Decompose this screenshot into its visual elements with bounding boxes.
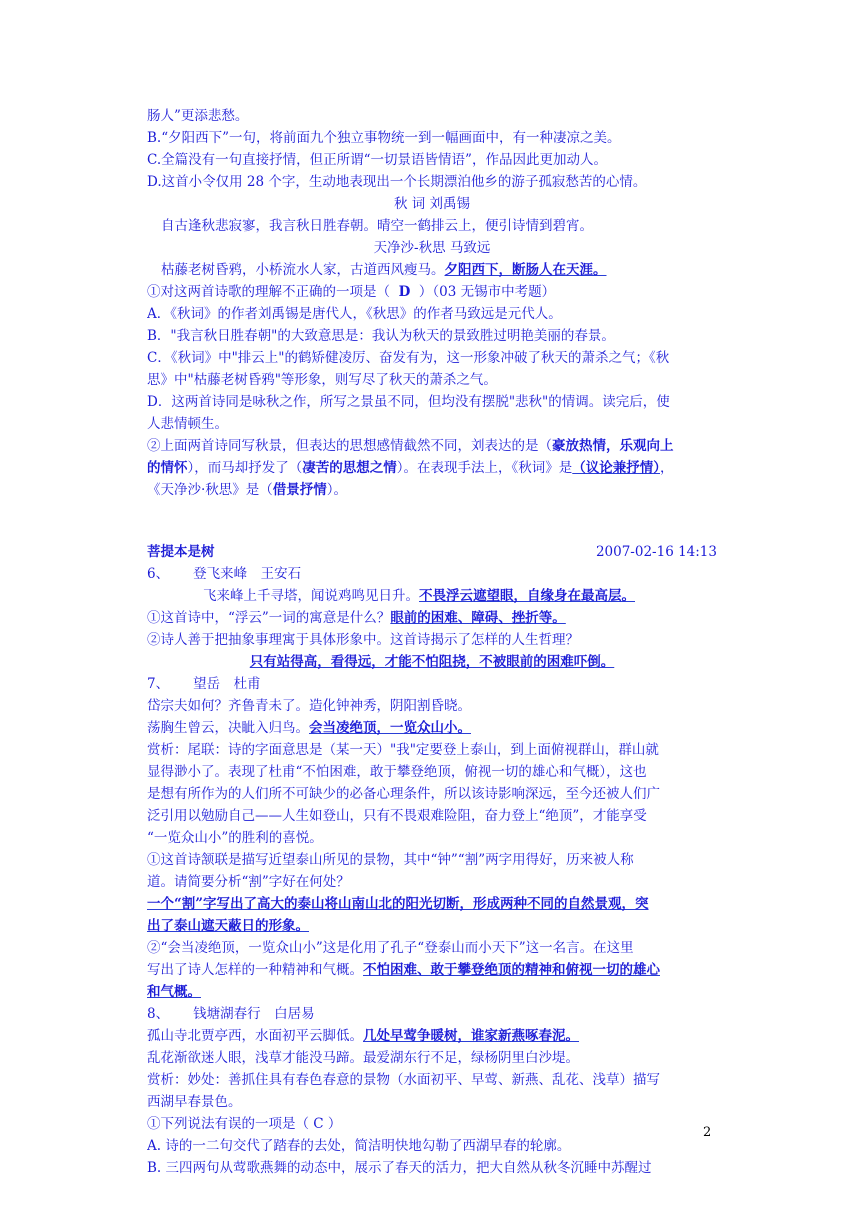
analysis-line: 西湖早春景色。 [147, 1094, 242, 1110]
answer-text: 不畏浮云遮望眼，自缘身在最高层。 [419, 588, 635, 604]
answer-text: 不怕困难、敢于攀登绝顶的精神和俯视一切的雄心 [363, 962, 660, 978]
answer-line [147, 893, 717, 915]
answer-text: 只有站得高，看得远，才能不怕阻挠，不被眼前的困难吓倒。 [249, 654, 615, 670]
answer-text: 几处早莺争暖树，谁家新燕啄春泥。 [363, 1028, 579, 1044]
question-line: ①这首诗颔联是描写近望泰山所见的景物，其中“钟”“割”两字用得好，历来被人称 [147, 852, 634, 868]
answer-text: 出了泰山遮天蔽日的形象。 [147, 918, 309, 934]
option-line: 人悲情顿生。 [147, 416, 228, 432]
poem-line: 孤山寺北贾亭西，水面初平云脚低。几处早莺争暖树，谁家新燕啄春泥。 [147, 1028, 579, 1044]
question-line: ①这首诗中，“浮云”一词的寓意是什么？眼前的困难、障碍、挫折等。 [147, 610, 566, 626]
section-heading: 6、 登飞来峰 王安石 [147, 566, 302, 582]
analysis-line: “一览众山小”的胜利的喜悦。 [147, 830, 323, 846]
poem-title-qiuci: 秋 词 刘禹锡 [393, 196, 471, 212]
question-line: 写出了诗人怎样的一种精神和气概。不怕困难、敢于攀登绝顶的精神和俯视一切的雄心 [147, 962, 660, 978]
answer-text: （议论兼抒情） [572, 460, 660, 476]
text-line: C.全篇没有一句直接抒情，但正所谓“一切景语皆情语”，作品因此更加动人。 [147, 152, 607, 168]
blog-title: 菩提本是树 [147, 544, 215, 560]
answer-line [147, 651, 717, 673]
analysis-line: 显得渺小了。表现了杜甫“不怕困难，敢于攀登绝顶，俯视一切的雄心和气概），这也 [147, 764, 647, 780]
answer-text: 豪放热情，乐观向上 [552, 438, 674, 454]
answer-text: 和气概。 [147, 984, 201, 1000]
answer-text: 眼前的困难、障碍、挫折等。 [390, 610, 566, 626]
answer-text: 夕阳西下，断肠人在天涯。 [444, 262, 607, 278]
question-line: ①下列说法有误的一项是（ C ） [147, 1116, 342, 1132]
poem-line: 岱宗夫如何？齐鲁青未了。造化钟神秀，阴阳割昏晓。 [147, 698, 471, 714]
poem-line: 荡胸生曾云，决眦入归鸟。会当凌绝顶，一览众山小。 [147, 720, 471, 736]
section-heading: 7、 望岳 杜甫 [147, 676, 261, 692]
answer-text: 会当凌绝顶，一览众山小。 [309, 720, 471, 736]
question-line: ②上面两首诗同写秋景，但表达的思想感情截然不同，刘表达的是（豪放热情，乐观向上 [147, 438, 674, 454]
answer-text: 一个“割”字写出了高大的泰山将山南山北的阳光切断，形成两种不同的自然景观，突 [147, 896, 649, 912]
poem-line: 乱花渐欲迷人眼，浅草才能没马蹄。最爱湖东行不足，绿杨阴里白沙堤。 [147, 1050, 579, 1066]
blog-header [147, 541, 717, 563]
analysis-line: 赏析：尾联：诗的字面意思是（某一天）"我"定要登上泰山，到上面俯视群山，群山就 [147, 742, 659, 758]
answer-line [147, 981, 717, 1003]
text-line: B.“夕阳西下”一句，将前面九个独立事物统一到一幅画面中，有一种凄凉之美。 [147, 130, 621, 146]
answer-text: 借景抒情 [272, 482, 327, 498]
option-line: A. 诗的一二句交代了踏春的去处，简洁明快地勾勒了西湖早春的轮廓。 [147, 1138, 571, 1154]
poem-title-tianjingsha: 天净沙-秋思 马致远 [373, 240, 491, 256]
question-line: ②诗人善于把抽象事理寓于具体形象中。这首诗揭示了怎样的人生哲理？ [147, 632, 579, 648]
analysis-line: 赏析：妙处：善抓住具有春色春意的景物（水面初平、早莺、新燕、乱花、浅草）描写 [147, 1072, 660, 1088]
page-number: 2 [703, 1125, 712, 1140]
blog-datetime: 2007-02-16 14:13 [595, 544, 717, 560]
option-line: C．《秋词》中"排云上"的鹤矫健凌厉、奋发有为，这一形象冲破了秋天的萧杀之气；《秋 [147, 350, 670, 366]
analysis-line: 泛引用以勉励自己——人生如登山，只有不畏艰难险阻，奋力登上“绝顶”，才能享受 [147, 808, 647, 824]
text-line: 肠人”更添悲愁。 [147, 108, 249, 124]
option-line: 思》中"枯藤老树昏鸦"等形象，则写尽了秋天的萧杀之气。 [147, 372, 497, 388]
question-line: 道。请简要分析“割”字好在何处？ [147, 874, 350, 890]
option-line: B. 三四两句从莺歌燕舞的动态中，展示了春天的活力，把大自然从秋冬沉睡中苏醒过 [147, 1160, 652, 1176]
section-heading: 8、 钱塘湖春行 白居易 [147, 1006, 315, 1022]
question-line: 的情怀），而马却抒发了（凄苦的思想之情）。在表现手法上，《秋词》是（议论兼抒情）， [147, 460, 674, 476]
spacer [147, 501, 717, 521]
analysis-line: 是想有所作为的人们所不可缺少的必备心理条件，所以该诗影响深远，至今还被人们广 [147, 786, 660, 802]
poem-text-qiuci: 自古逢秋悲寂寥，我言秋日胜春朝。晴空一鹤排云上，便引诗情到碧宵。 [161, 218, 593, 234]
text-line: D.这首小令仅用 28 个字，生动地表现出一个长期漂泊他乡的游子孤寂愁苦的心情。 [147, 174, 647, 190]
spacer [147, 521, 717, 541]
poem-text-tianjingsha: 枯藤老树昏鸦，小桥流水人家，古道西风瘦马。夕阳西下，断肠人在天涯。 [161, 262, 607, 278]
page-content [147, 105, 717, 1179]
answer-choice: D [398, 284, 411, 300]
question-line: ①对这两首诗歌的理解不正确的一项是（ D ）（03 无锡市中考题） [147, 284, 556, 300]
question-line: 《天净沙·秋思》是（借景抒情）。 [147, 482, 348, 498]
poem-line: 飞来峰上千寻塔，闻说鸡鸣见日升。不畏浮云遮望眼，自缘身在最高层。 [203, 588, 635, 604]
answer-text: 凄苦的思想之情 [302, 460, 397, 476]
answer-line [147, 915, 717, 937]
question-line: ②“会当凌绝顶，一览众山小”这是化用了孔子“登泰山而小天下”这一名言。在这里 [147, 940, 634, 956]
option-line: A．《秋词》的作者刘禹锡是唐代人，《秋思》的作者马致远是元代人。 [147, 306, 562, 322]
option-line: D．这两首诗同是咏秋之作，所写之景虽不同，但均没有摆脱"悲秋"的情调。读完后，使 [147, 394, 670, 410]
option-line: B．"我言秋日胜春朝"的大致意思是：我认为秋天的景致胜过明艳美丽的春景。 [147, 328, 615, 344]
